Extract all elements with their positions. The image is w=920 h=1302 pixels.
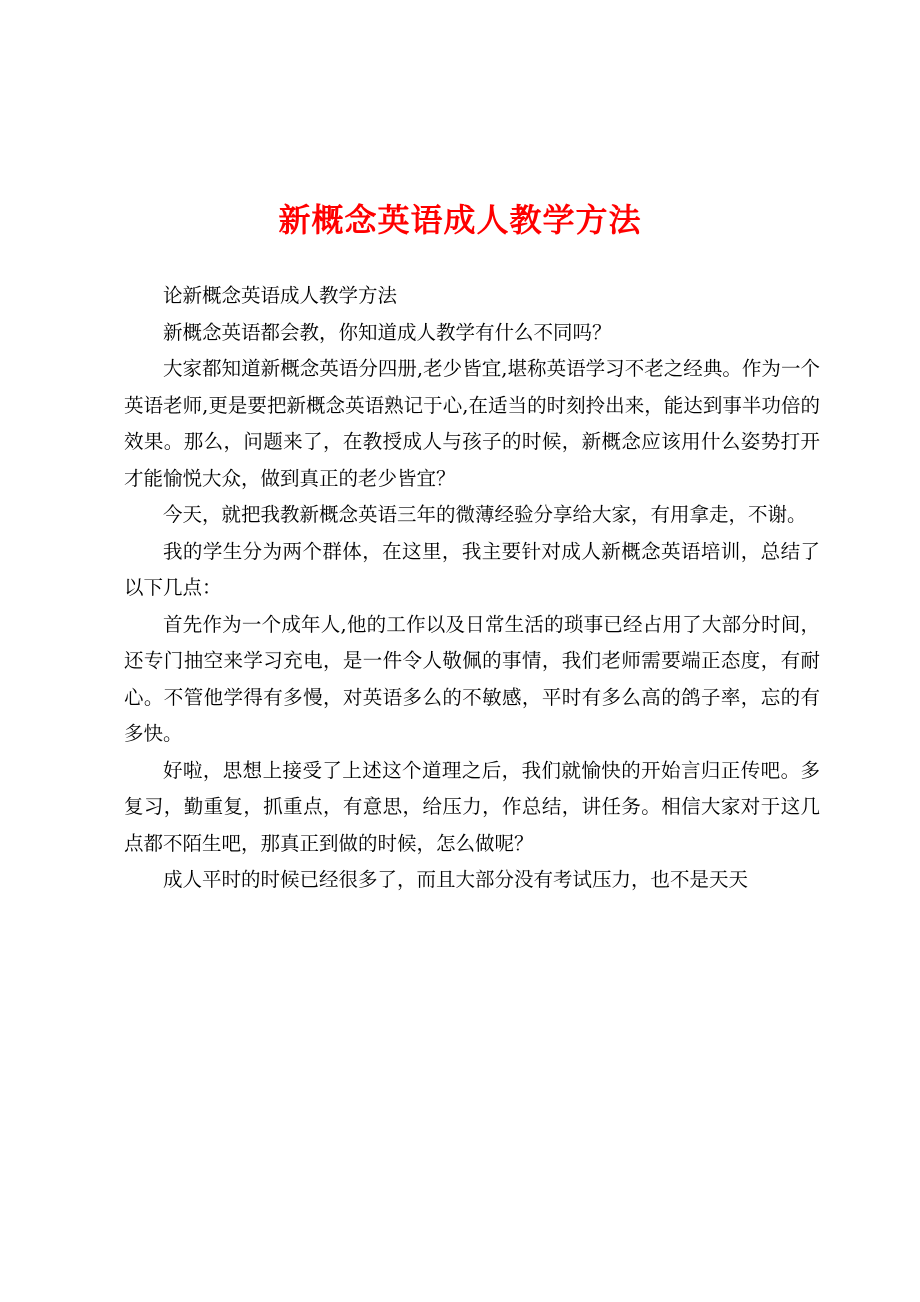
document-title: 新概念英语成人教学方法	[278, 201, 642, 239]
paragraph: 首先作为一个成年人,他的工作以及日常生活的琐事已经占用了大部分时间，还专门抽空来学习充电，是一件令人敬佩的事情，我们老师需要端正态度，有耐心。不管他学得有多慢，对英语多么的不敏感，平时有多么高的鸽子率，忘的有多快。	[124, 612, 820, 745]
document-body	[124, 278, 820, 899]
paragraph: 大家都知道新概念英语分四册,老少皆宜,堪称英语学习不老之经典。作为一个英语老师,更是要把新概念英语熟记于心,在适当的时刻拎出来，能达到事半功倍的效果。那么，问题来了，在教授成人与孩子的时候，新概念应该用什么姿势打开才能愉悦大众，做到真正的老少皆宜？	[124, 357, 820, 490]
paragraph: 今天，就把我教新概念英语三年的微薄经验分享给大家，有用拿走，不谢。	[163, 503, 807, 526]
paragraph: 好啦，思想上接受了上述这个道理之后，我们就愉快的开始言归正传吧。多复习，勤重复，抓重点，有意思，给压力，作总结，讲任务。相信大家对于这几点都不陌生吧，那真正到做的时候，怎么做呢？	[124, 758, 820, 855]
paragraph: 成人平时的时候已经很多了，而且大部分没有考试压力，也不是天天	[163, 868, 749, 891]
paragraph: 新概念英语都会教，你知道成人教学有什么不同吗？	[163, 320, 612, 344]
paragraph: 论新概念英语成人教学方法	[163, 284, 398, 307]
paragraph: 我的学生分为两个群体，在这里，我主要针对成人新概念英语培训，总结了以下几点：	[124, 539, 820, 599]
